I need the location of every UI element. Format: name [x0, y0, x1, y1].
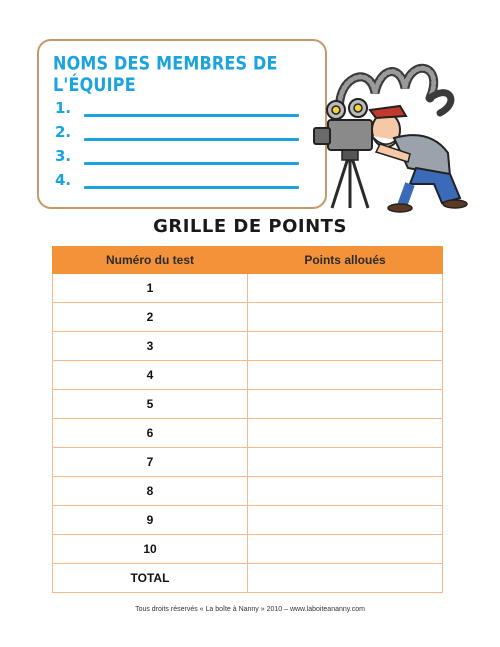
test-number-cell: 7: [53, 448, 248, 477]
test-number-cell: 3: [53, 332, 248, 361]
points-cell[interactable]: [248, 332, 443, 361]
test-number-cell: 8: [53, 477, 248, 506]
total-row: [53, 564, 443, 593]
member-line-3[interactable]: [53, 147, 303, 167]
test-number-cell: 10: [53, 535, 248, 564]
table-row: [53, 477, 443, 506]
points-table: [52, 246, 443, 593]
test-number-cell: 9: [53, 506, 248, 535]
member-write-line: [84, 162, 299, 165]
test-number-cell: 6: [53, 419, 248, 448]
table-header-row: [53, 247, 443, 274]
points-cell[interactable]: [248, 303, 443, 332]
member-write-line: [84, 114, 299, 117]
points-cell[interactable]: [248, 274, 443, 303]
points-grid-title: GRILLE DE POINTS: [153, 216, 347, 237]
total-points-cell[interactable]: [248, 564, 443, 593]
points-cell[interactable]: [248, 448, 443, 477]
member-number: 3.: [55, 147, 72, 165]
member-number: 2.: [55, 123, 72, 141]
points-cell[interactable]: [248, 390, 443, 419]
member-number: 4.: [55, 171, 72, 189]
test-number-cell: 5: [53, 390, 248, 419]
team-members-title: NOMS DES MEMBRES DE L'ÉQUIPE: [53, 52, 278, 96]
copyright-footer: Tous droits réservés « La boîte à Nanny » 2010 – www.laboiteananny.com: [135, 606, 365, 613]
table-row: [53, 506, 443, 535]
points-cell[interactable]: [248, 419, 443, 448]
table-row: [53, 332, 443, 361]
table-row: [53, 303, 443, 332]
table-row: [53, 419, 443, 448]
points-cell[interactable]: [248, 477, 443, 506]
member-write-line: [84, 138, 299, 141]
table-row: [53, 390, 443, 419]
team-members-box: [37, 39, 327, 209]
table-row: [53, 361, 443, 390]
member-line-1[interactable]: [53, 99, 303, 119]
cameraman-illustration: [310, 58, 470, 213]
table-row: [53, 448, 443, 477]
header-points: Points alloués: [248, 247, 443, 274]
points-cell[interactable]: [248, 361, 443, 390]
test-number-cell: 4: [53, 361, 248, 390]
table-row: [53, 535, 443, 564]
table-row: [53, 274, 443, 303]
header-test-number: Numéro du test: [53, 247, 248, 274]
total-label-cell: TOTAL: [53, 564, 248, 593]
test-number-cell: 1: [53, 274, 248, 303]
member-line-2[interactable]: [53, 123, 303, 143]
test-number-cell: 2: [53, 303, 248, 332]
member-write-line: [84, 186, 299, 189]
member-line-4[interactable]: [53, 171, 303, 191]
points-cell[interactable]: [248, 506, 443, 535]
points-cell[interactable]: [248, 535, 443, 564]
member-number: 1.: [55, 99, 72, 117]
